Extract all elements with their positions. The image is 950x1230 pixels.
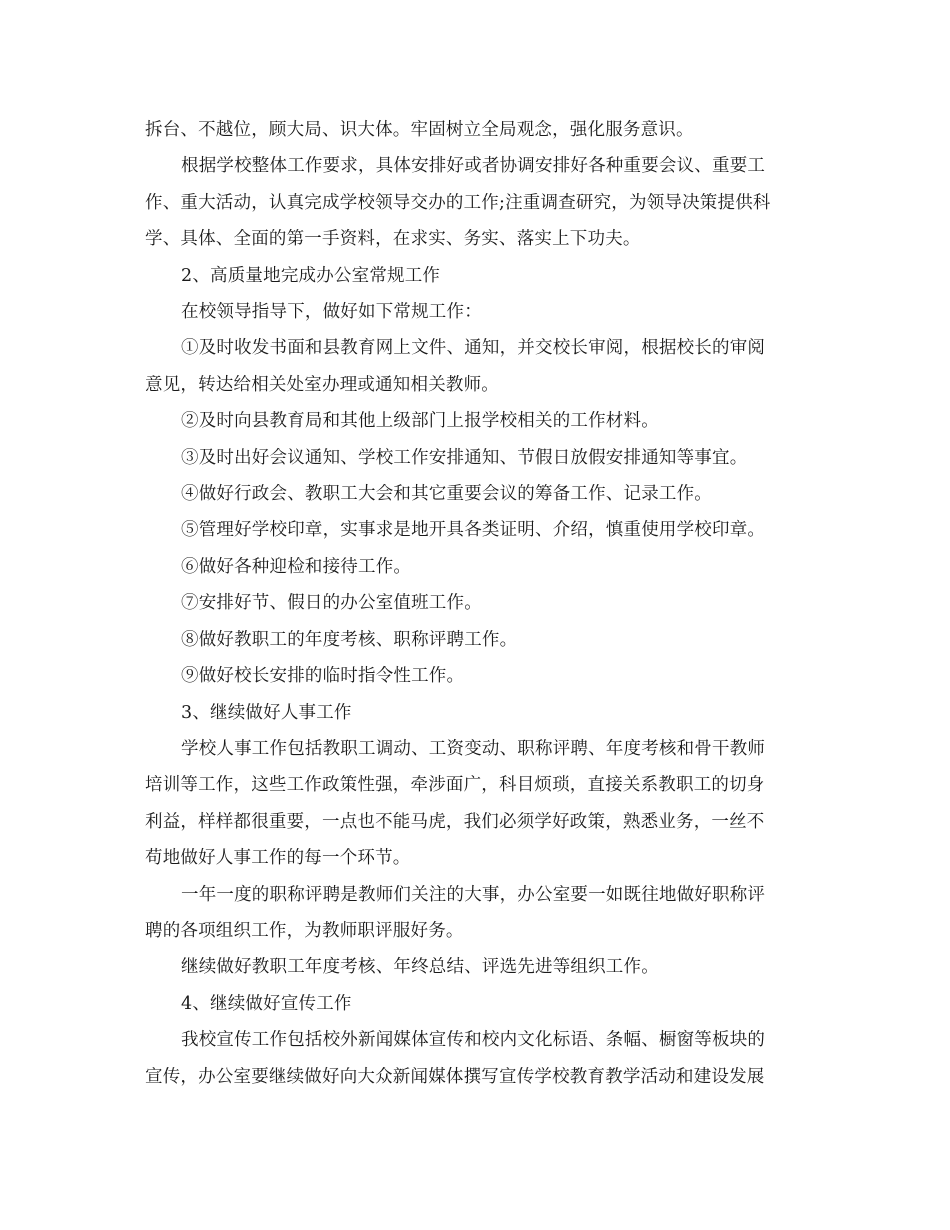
text-line: ④做好行政会、教职工大会和其它重要会议的筹备工作、记录工作。 [181,484,712,505]
text-line: 苟地做好人事工作的每一个环节。 [145,848,411,869]
text-line: ③及时出好会议通知、学校工作安排通知、节假日放假安排通知等事宜。 [181,447,748,468]
text-line: 作、重大活动，认真完成学校领导交办的工作;注重调查研究，为领导决策提供科 [145,192,771,213]
text-line: 聘的各项组织工作，为教师职评服好务。 [145,920,464,941]
text-line: 4、继续做好宣传工作 [181,993,352,1014]
text-line: ⑧做好教职工的年度考核、职称评聘工作。 [181,629,518,650]
text-line: 宣传，办公室要继续做好向大众新闻媒体撰写宣传学校教育教学活动和建设发展 [145,1066,765,1087]
text-line: ⑥做好各种迎检和接待工作。 [181,556,412,577]
text-line: 3、继续做好人事工作 [181,702,352,723]
text-line: 利益，样样都很重要，一点也不能马虎，我们必须学好政策，熟悉业务，一丝不 [145,811,765,832]
text-line: 根据学校整体工作要求，具体安排好或者协调安排好各种重要会议、重要工 [181,156,766,177]
text-line: ⑨做好校长安排的临时指令性工作。 [181,666,465,687]
text-line: 2、高质量地完成办公室常规工作 [181,265,441,286]
text-line: 学、具体、全面的第一手资料，在求实、务实、落实上下功夫。 [145,229,641,250]
text-line: 继续做好教职工年度考核、年终总结、评选先进等组织工作。 [181,957,659,978]
text-line: 学校人事工作包括教职工调动、工资变动、职称评聘、年度考核和骨干教师 [181,738,766,759]
text-line: 培训等工作，这些工作政策性强，牵涉面广，科目烦琐，直接关系教职工的切身 [145,775,765,796]
text-line: ⑦安排好节、假日的办公室值班工作。 [181,593,482,614]
text-line: 一年一度的职称评聘是教师们关注的大事，办公室要一如既往地做好职称评 [181,884,766,905]
text-line: 拆台、不越位，顾大局、识大体。牢固树立全局观念，强化服务意识。 [145,120,694,140]
text-line: 在校领导指导下，做好如下常规工作： [181,302,482,323]
text-line: ①及时收发书面和县教育网上文件、通知，并交校长审阅，根据校长的审阅 [181,338,766,359]
document-body [145,112,805,1095]
text-line: ②及时向县教育局和其他上级部门上报学校相关的工作材料。 [181,411,659,432]
text-line: ⑤管理好学校印章，实事求是地开具各类证明、介绍，慎重使用学校印章。 [181,520,766,541]
text-line: 我校宣传工作包括校外新闻媒体宣传和校内文化标语、条幅、橱窗等板块的 [181,1030,766,1051]
text-line: 意见，转达给相关处室办理或通知相关教师。 [145,374,499,395]
